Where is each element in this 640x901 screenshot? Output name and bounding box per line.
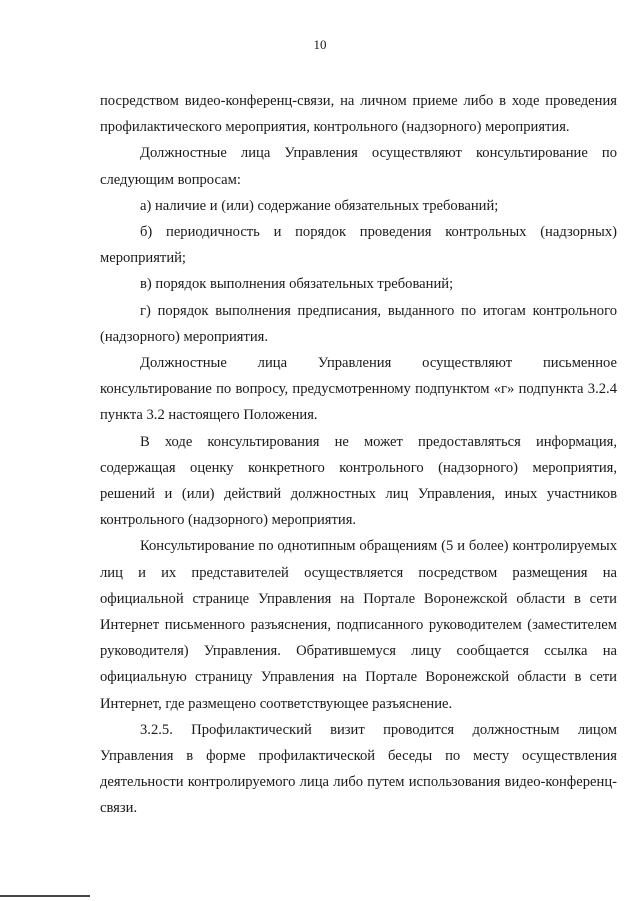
list-item-v: в) порядок выполнения обязательных требований;: [140, 276, 454, 293]
paragraph-restrictions: В ходе консультирования не может предоставляться информация, содержащая оценку конкретного контрольного (надзорного) мероприятия, решений и (или) действий должностных лиц Управления, иных участников контрольного (надзорного) мероприятия.: [100, 433, 617, 529]
list-item-g: г) порядок выполнения предписания, выданного по итогам контрольного (надзорного) мероприятия.: [100, 302, 617, 345]
paragraph-consultation-topics: Должностные лица Управления осуществляют консультирование по следующим вопросам:: [100, 145, 617, 188]
paragraph-similar-requests: Консультирование по однотипным обращениям (5 и более) контролируемых лиц и их представителей осуществляется посредством размещения на официальной странице Управления на Портале Воронежской области в сети Интернет письменного разъяснения, подписанного руководителем (заместителем руководителя) Управления. Обратившемуся лицу сообщается ссылка на официальную страницу Управления на Портале Воронежской области в сети Интернет, где размещено соответствующее разъяснение.: [100, 538, 617, 712]
paragraph-written-consultation: Должностные лица Управления осуществляют письменное консультирование по вопросу, предусмотренному подпунктом «г» подпункта 3.2.4 пункта 3.2 настоящего Положения.: [100, 355, 617, 424]
list-item-b: б) периодичность и порядок проведения контрольных (надзорных) мероприятий;: [100, 224, 617, 267]
document-body: [100, 88, 617, 822]
page-number: 10: [313, 37, 327, 52]
paragraph-continuation: посредством видео-конференц-связи, на личном приеме либо в ходе проведения профилактического мероприятия, контрольного (надзорного) мероприятия.: [100, 93, 617, 136]
scan-edge-line: [0, 895, 90, 897]
list-item-a: а) наличие и (или) содержание обязательных требований;: [140, 197, 499, 214]
paragraph-section-3-2-5: 3.2.5. Профилактический визит проводится должностным лицом Управления в форме профилактической беседы по месту осуществления деятельности контролируемого лица либо путем использования видео-конференц-связи.: [100, 721, 617, 817]
